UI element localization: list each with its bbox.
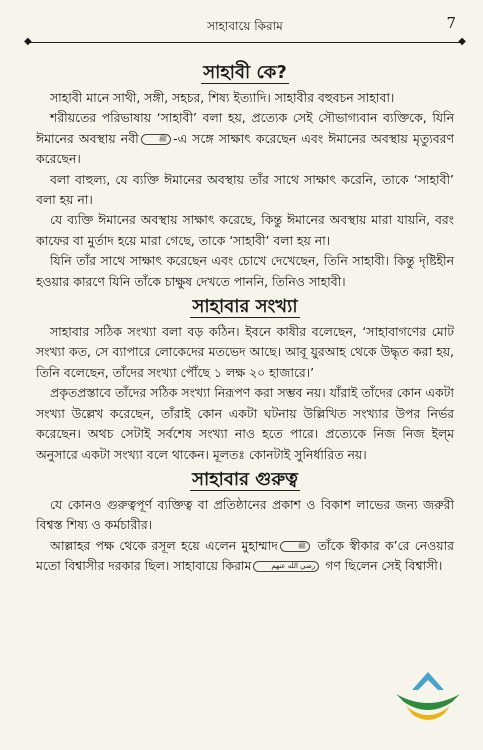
section-heading: সাহাবী কে? [203, 62, 287, 83]
paragraph: শরীয়তের পরিভাষায় ‘সাহাবী’ বলা হয়, প্রত্যেক সেই সৌভাগ্যবান ব্যক্তিকে, যিনি ঈমানের অবস্থায় নবী ﷺ -এ সঙ্গে সাক্ষাৎ করেছেন এবং ঈমানের অবস্থায় মৃত্যুবরণ করেছেন। [36, 110, 454, 167]
salam-seal-icon: ﷺ [141, 134, 171, 145]
paragraph: যিনি তাঁর সাথে সাক্ষাৎ করেছেন এবং চোখে দেখেছেন, তিনি সাহাবী। কিন্তু দৃষ্টিহীন হওয়ার কারণে যিনি তাঁকে চাক্ষুষ দেখতে পাননি, তিনিও সাহাবী। [36, 253, 454, 289]
header-rule [30, 42, 460, 43]
page-body [36, 58, 454, 577]
paragraph: সাহাবার সঠিক সংখ্যা বলা বড় কঠিন। ইবনে কাষীর বলেছেন, ‘সাহাবাগণের মোট সংখ্যা কত, সে ব্যাপারে লোকেদের মতভেদ আছে। আবূ যুরআহ থেকে উদ্ধৃত করা হয়, তিনি বলেছেন, তাঁদের সংখ্যা পৌঁছে ১ লক্ষ ২০ হাজারে।’ [36, 324, 454, 380]
paragraph: যে কোনও গুরুত্বপূর্ণ ব্যক্তিত্ব বা প্রতিষ্ঠানের প্রকাশ ও বিকাশ লাভের জন্য জরুরী বিশ্বস্ত শিষ্য ও কর্মচারীর। [36, 496, 454, 533]
paragraph: সাহাবী মানে সাথী, সঙ্গী, সহচর, শিষ্য ইত্যাদি। সাহাবীর বহুবচন সাহাবা। [50, 90, 395, 105]
paragraph: আল্লাহর পক্ষ থেকে রসূল হয়ে এলেন মুহাম্মাদ ﷺ তাঁকে স্বীকার ক’রে নেওয়ার মতো বিশ্বাসীর দরকার ছিল। সাহাবায়ে কিরাম رضي الله عنهم গণ ছিলেন সেই বিশ্বাসী। [36, 537, 454, 574]
paragraph: যে ব্যক্তি ঈমানের অবস্থায় সাক্ষাৎ করেছে, কিন্তু ঈমানের অবস্থায় মারা যায়নি, বরং কাফের বা মুর্তাদ হয়ে মারা গেছে, তাকে ‘সাহাবী’ বলা হয় না। [36, 212, 454, 248]
section-heading: সাহাবার গুরুত্ব [192, 468, 298, 490]
running-title: সাহাবায়ে কিরাম [207, 19, 283, 33]
publisher-logo-icon [392, 668, 464, 728]
paragraph: বলা বাহুল্য, যে ব্যক্তি ঈমানের অবস্থায় তাঁর সাথে সাক্ষাৎ করেনি, তাকে ‘সাহাবী’ বলা হয় না। [36, 171, 454, 208]
salam-seal-icon: ﷺ [280, 541, 310, 552]
page-number: 7 [446, 14, 456, 32]
section-heading: সাহাবার সংখ্যা [192, 296, 298, 318]
radi-seal-icon: رضي الله عنهم [253, 561, 319, 572]
paragraph: প্রকৃতপ্রস্তাবে তাঁদের সঠিক সংখ্যা নিরূপণ করা সম্ভব নয়। যাঁরাই তাঁদের কোন একটা সংখ্যা উল্লেখ করেছেন, তাঁরাই কোন একটা ঘটনায় উল্লিখিত সংখ্যার উপর নির্ভর করেছেন। অথচ সেটাই সর্বশেষ সংখ্যা নাও হতে পারে। প্রত্যেকে নিজ নিজ ইল্‌ম অনুসারে একটা সংখ্যা বলে থাকেন। মূলতঃ কোনটাই সুনির্ধারিত নয়। [36, 385, 454, 462]
rule-ornament-icon: ◆ [458, 36, 466, 47]
rule-ornament-icon: ◆ [24, 36, 32, 47]
page-header [24, 14, 466, 54]
